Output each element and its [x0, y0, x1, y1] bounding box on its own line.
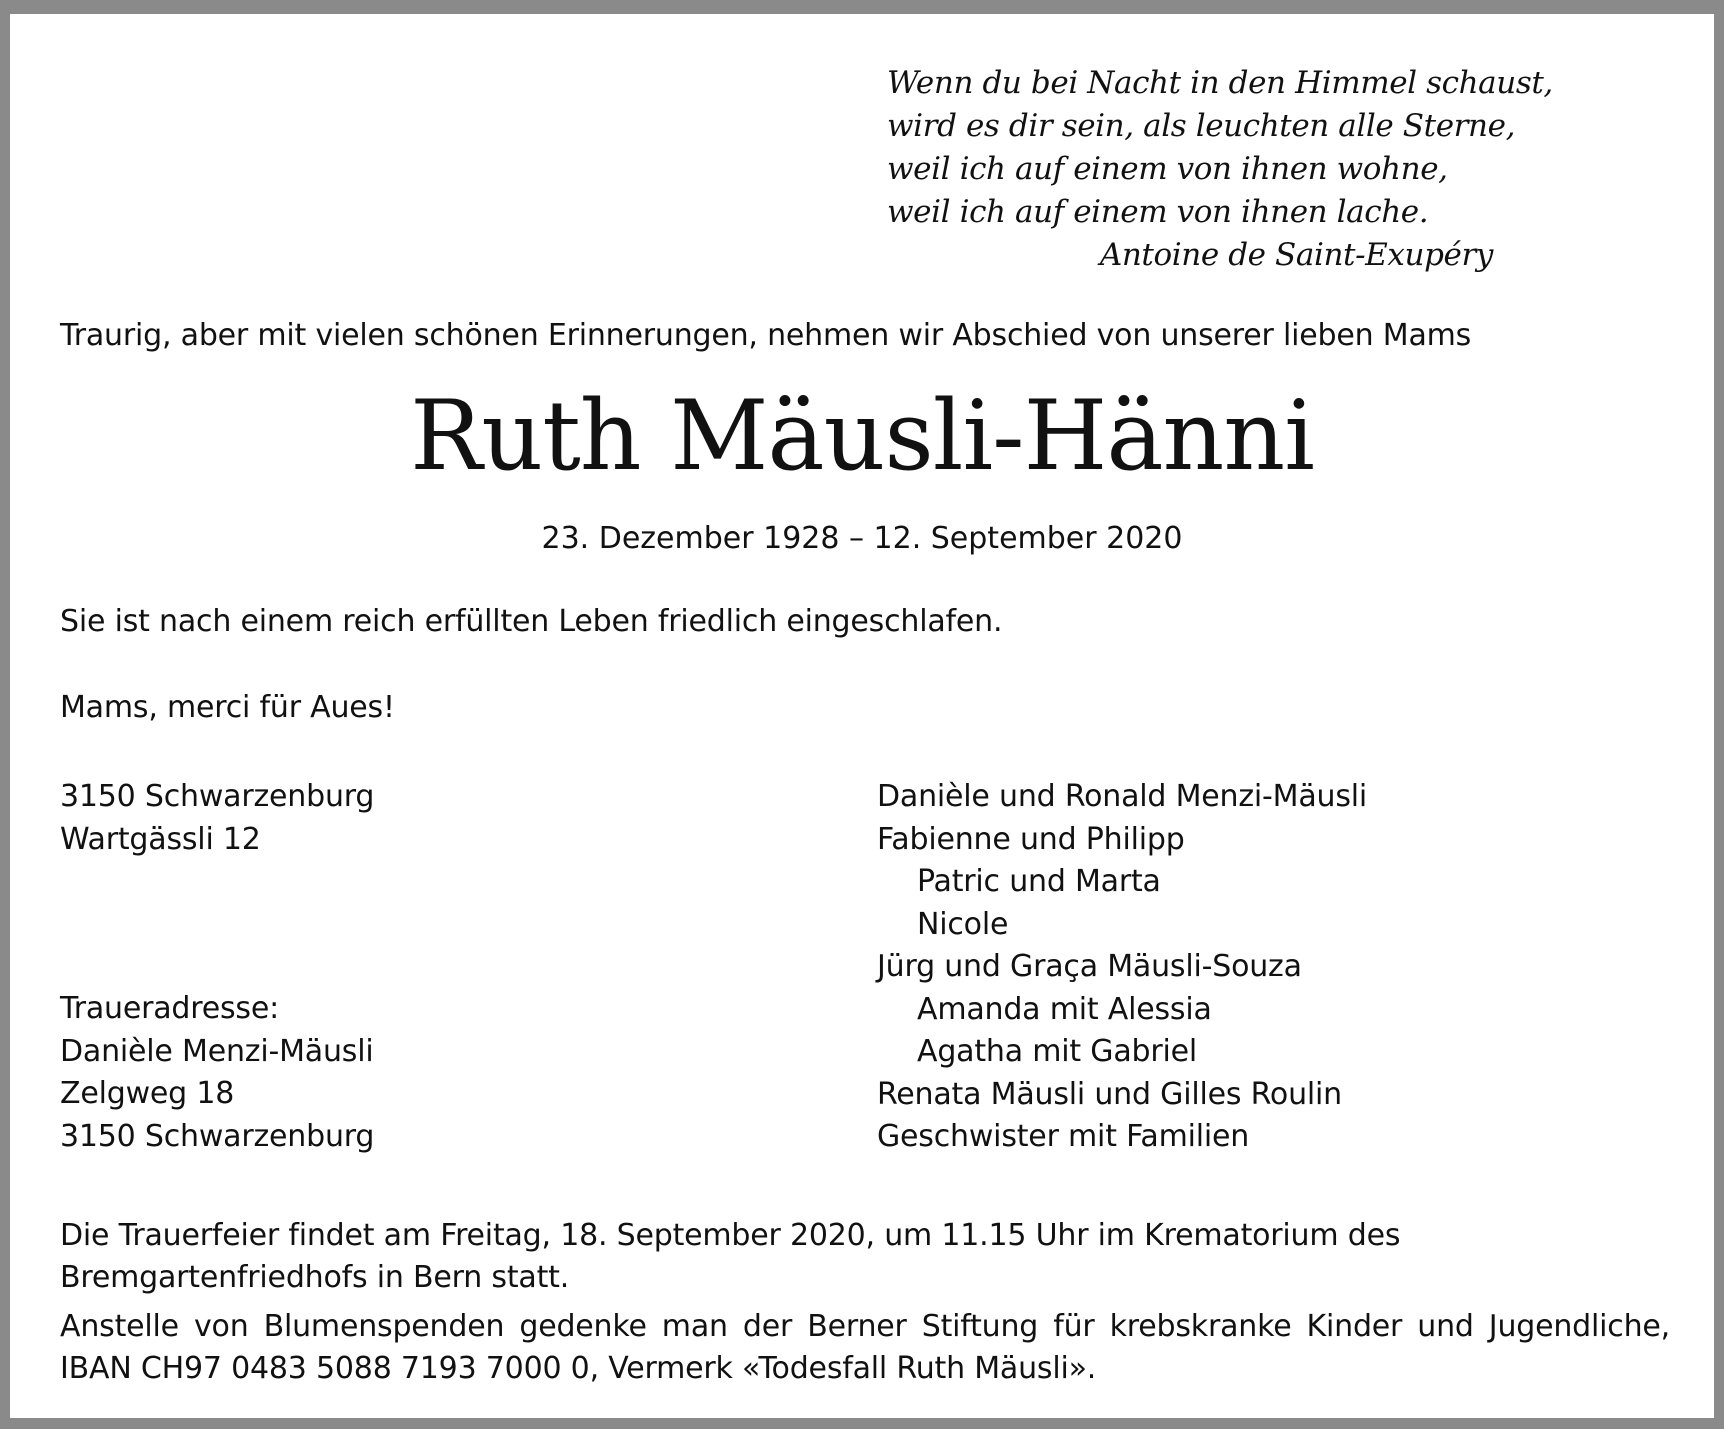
family-member: Renata Mäusli und Gilles Roulin: [877, 1076, 1342, 1112]
life-dates: 23. Dezember 1928 – 12. September 2020: [541, 521, 1183, 556]
family-member: Danièle und Ronald Menzi-Mäusli: [877, 779, 1368, 814]
deceased-name: Ruth Mäusli-Hänni: [410, 380, 1314, 492]
poem-quote: [887, 62, 1553, 277]
home-address: [60, 776, 374, 861]
poem-line: Wenn du bei Nacht in den Himmel schaust,: [887, 65, 1553, 101]
family-member: Nicole: [917, 906, 1009, 942]
family-member: Geschwister mit Familien: [877, 1119, 1250, 1154]
family-member: Jürg und Graça Mäusli-Souza: [877, 949, 1302, 984]
address-line: Zelgweg 18: [60, 1076, 235, 1111]
poem-author: Antoine de Saint-Exupéry: [1099, 237, 1493, 273]
family-list: [877, 776, 1367, 1159]
statement-text: Sie ist nach einem reich erfüllten Leben friedlich eingeschlafen.: [60, 604, 1003, 639]
intro-text: Traurig, aber mit vielen schönen Erinnerungen, nehmen wir Abschied von unserer lieben Mams: [60, 318, 1472, 353]
address-line: Wartgässli 12: [60, 821, 261, 857]
family-member: Amanda mit Alessia: [917, 991, 1212, 1027]
ceremony-text: Die Trauerfeier findet am Freitag, 18. September 2020, um 11.15 Uhr im Krematorium des Bremgartenfriedhofs in Bern statt.: [60, 1218, 1401, 1295]
poem-line: weil ich auf einem von ihnen wohne,: [887, 151, 1448, 187]
family-member: Agatha mit Gabriel: [917, 1034, 1198, 1069]
poem-line: weil ich auf einem von ihnen lache.: [887, 194, 1429, 230]
family-member: Patric und Marta: [917, 864, 1161, 899]
address-line: 3150 Schwarzenburg: [60, 779, 375, 814]
obituary-notice: [10, 14, 1714, 1418]
address-line: 3150 Schwarzenburg: [60, 1118, 375, 1154]
mourning-address-label: Traueradresse:: [60, 991, 280, 1026]
poem-line: wird es dir sein, als leuchten alle Sterne,: [887, 108, 1516, 144]
address-line: Danièle Menzi-Mäusli: [60, 1033, 374, 1069]
thanks-text: Mams, merci für Aues!: [60, 690, 395, 725]
mourning-address: [60, 988, 374, 1158]
family-member: Fabienne und Philipp: [877, 821, 1185, 857]
donation-text: Anstelle von Blumenspenden gedenke man der Berner Stiftung für krebskranke Kinder und Jugendliche, IBAN CH97 0483 5088 7193 7000 0, Vermerk «Todesfall Ruth Mäusli».: [60, 1309, 1670, 1386]
